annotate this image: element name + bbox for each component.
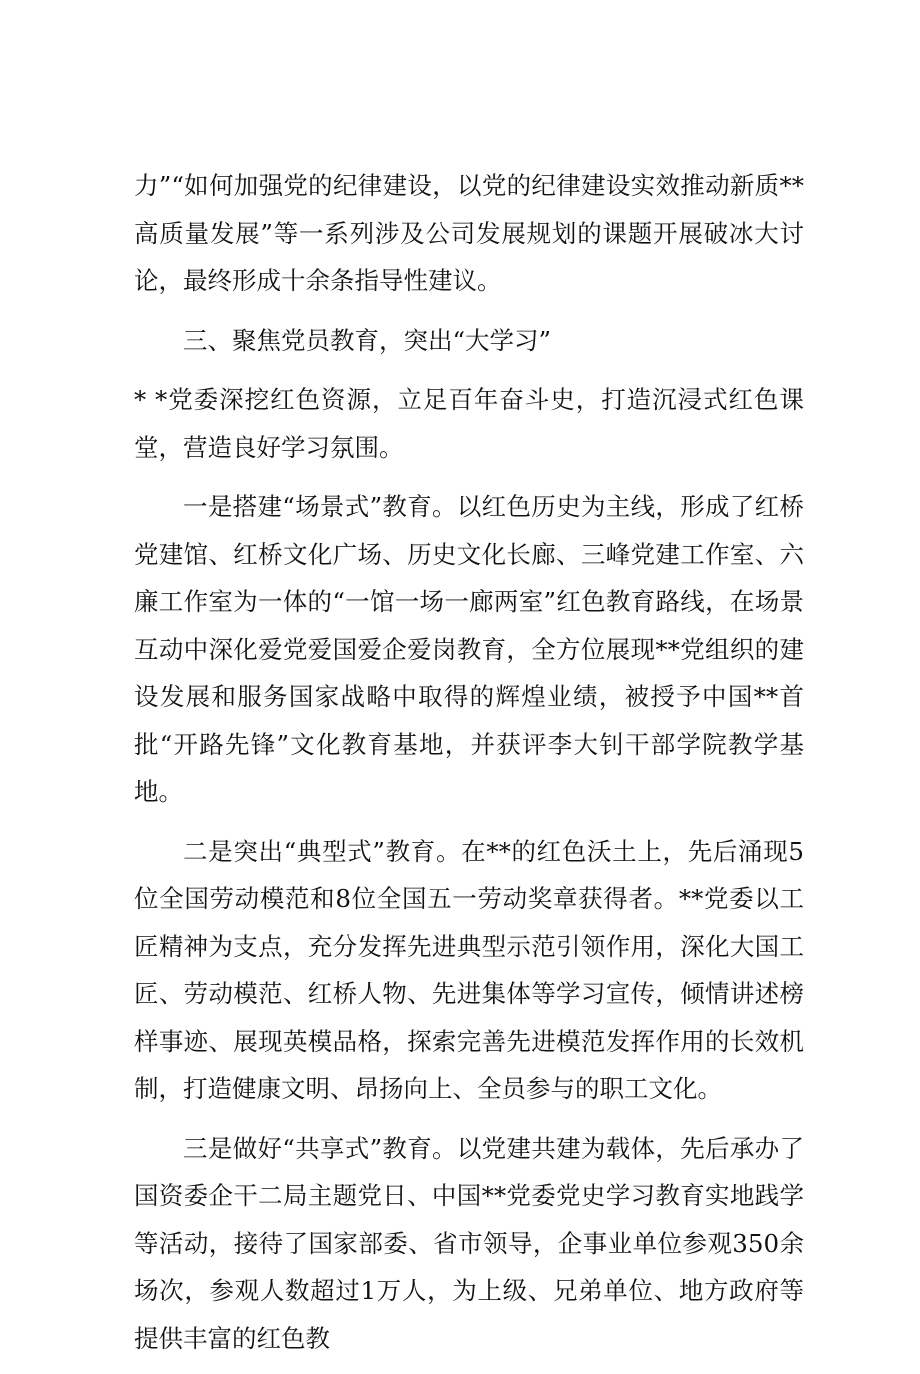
paragraph-shared-education: 三是做好“共享式”教育。以党建共建为载体，先后承办了国资委企干二局主题党日、中国**党委党史学习教育实地践学等活动，接待了国家部委、省市领导，企事业单位参观350余场次，参观人数超过1万人，为上级、兄弟单位、地方政府等提供丰富的红色教 — [134, 1133, 804, 1353]
document-body — [134, 162, 804, 1374]
paragraph-model-education: 二是突出“典型式”教育。在**的红色沃土上，先后涌现5位全国劳动模范和8位全国五一劳动奖章获得者。**党委以工匠精神为支点，充分发挥先进典型示范引领作用，深化大国工匠、劳动模范、红桥人物、先进集体等学习宣传，倾情讲述榜样事迹、展现英模品格，探索完善先进模范发挥作用的长效机制，打造健康文明、昂扬向上、全员参与的职工文化。 — [134, 836, 804, 1103]
paragraph-intro: * *党委深挖红色资源，立足百年奋斗史，打造沉浸式红色课堂，营造良好学习氛围。 — [134, 385, 804, 462]
section-heading: 三、聚焦党员教育，突出“大学习” — [183, 325, 552, 355]
paragraph-continuation: 力”“如何加强党的纪律建设，以党的纪律建设实效推动新质**高质量发展”等一系列涉及公司发展规划的课题开展破冰大讨论，最终形成十余条指导性建议。 — [134, 171, 804, 295]
paragraph-scene-education: 一是搭建“场景式”教育。以红色历史为主线，形成了红桥党建馆、红桥文化广场、历史文化长廊、三峰党建工作室、六廉工作室为一体的“一馆一场一廊两室”红色教育路线，在场景互动中深化爱党爱国爱企爱岗教育，全方位展现**党组织的建设发展和服务国家战略中取得的辉煌业绩，被授予中国**首批“开路先锋”文化教育基地，并获评李大钊干部学院教学基地。 — [134, 492, 804, 806]
